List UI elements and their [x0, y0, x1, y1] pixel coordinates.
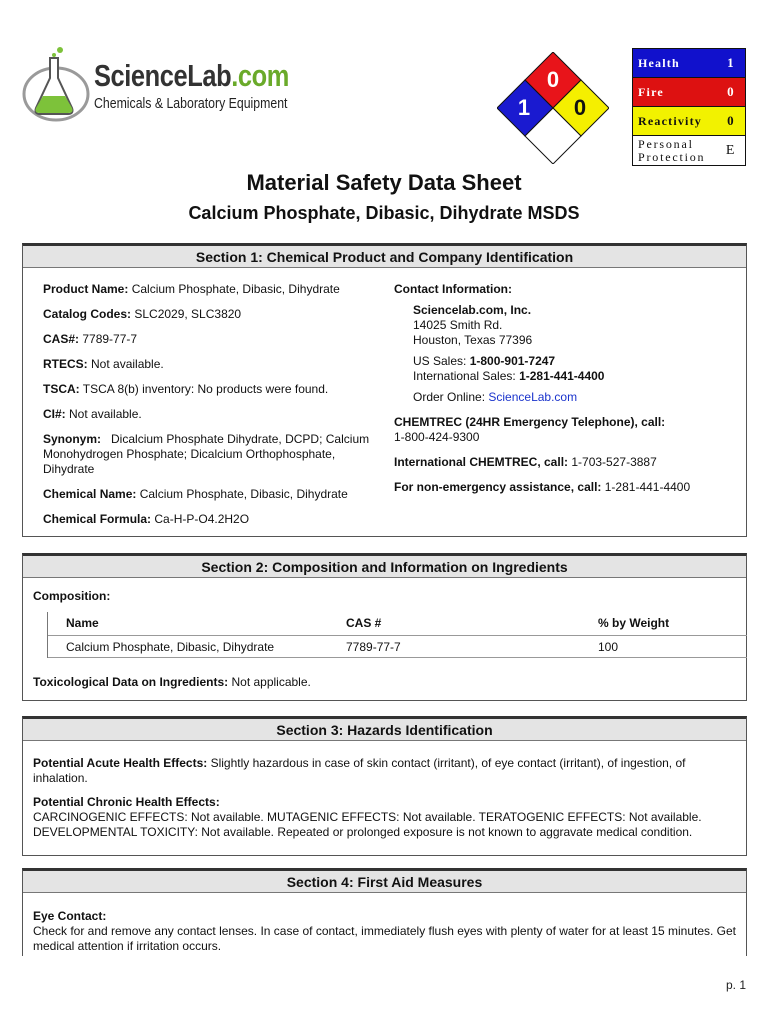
catalog-codes: Catalog Codes: SLC2029, SLC3820	[43, 307, 242, 321]
nfpa-health-value: 1	[517, 95, 531, 120]
chemical-name: Chemical Name: Calcium Phosphate, Dibasic, Dihydrate	[43, 487, 348, 501]
composition-table	[47, 612, 747, 658]
page-number: p. 1	[725, 978, 746, 992]
intl-chemtrec: International CHEMTREC, call: 1-703-527-3887	[394, 455, 657, 469]
nfpa-reactivity-value: 0	[573, 95, 587, 120]
hmis-health-row: Health 1	[633, 49, 745, 78]
sciencelab-link[interactable]: ScienceLab.com	[488, 390, 578, 404]
hmis-protection-row: Personal Protection E	[633, 136, 745, 165]
document-subtitle: Calcium Phosphate, Dibasic, Dihydrate MSDS	[188, 203, 580, 223]
section-2	[22, 553, 747, 701]
rtecs: RTECS: Not available.	[43, 357, 164, 371]
acute-health-effects: Potential Acute Health Effects: Slightly hazardous in case of skin contact (irritant), of eye contact (irritant), of ingestion, of inhalation.	[33, 756, 686, 785]
nfpa-flammability-value: 0	[546, 67, 560, 92]
product-name: Product Name: Calcium Phosphate, Dibasic, Dihydrate	[43, 282, 340, 296]
hmis-reactivity-value: 0	[727, 113, 735, 128]
hmis-reactivity-row: Reactivity 0	[633, 107, 745, 136]
chronic-health-effects: Potential Chronic Health Effects: CARCINOGENIC EFFECTS: Not available. MUTAGENIC EFFECTS: Not available. TERATOGENIC EFFECTS: Not available. DEVELOPMENTAL TOXICITY: Not available. Repeated or prolonged exposure is not known to aggravate medical condition.	[33, 795, 702, 839]
composition-label: Composition:	[33, 589, 111, 603]
section-2-heading: Section 2: Composition and Information on Ingredients	[23, 556, 746, 578]
hmis-fire-row: Fire 0	[633, 78, 745, 107]
us-sales: US Sales: 1-800-901-7247	[413, 354, 556, 368]
table-header	[48, 612, 747, 635]
section-3-heading: Section 3: Hazards Identification	[23, 719, 746, 741]
synonym: Synonym: Dicalcium Phosphate Dihydrate, DCPD; Calcium Monohydrogen Phosphate; Dicalcium Orthophosphate, Dihydrate	[43, 432, 373, 476]
section-4	[22, 868, 747, 956]
section-1	[22, 243, 747, 537]
document-title: Material Safety Data Sheet	[246, 170, 522, 195]
column-header-name: Name	[66, 616, 99, 630]
address-line-1: 14025 Smith Rd.	[413, 318, 503, 332]
hmis-health-value: 1	[727, 55, 735, 70]
logo-tagline: Chemicals & Laboratory Equipment	[94, 95, 288, 112]
section-1-heading: Section 1: Chemical Product and Company Identification	[23, 246, 746, 268]
column-header-weight: % by Weight	[598, 616, 670, 630]
product-identification	[43, 282, 373, 537]
logo-wordmark: ScienceLab.com	[94, 58, 289, 93]
chemtrec: CHEMTREC (24HR Emergency Telephone), call: 1-800-424-9300	[394, 415, 666, 444]
hmis-fire-value: 0	[727, 84, 735, 99]
contact-label: Contact Information:	[394, 282, 512, 296]
section-4-heading: Section 4: First Aid Measures	[23, 871, 746, 893]
table-row: Calcium Phosphate, Dibasic, Dihydrate 7789-77-7 100	[48, 635, 747, 658]
intl-sales: International Sales: 1-281-441-4400	[413, 369, 605, 383]
eye-contact: Eye Contact: Check for and remove any contact lenses. In case of contact, immediately flush eyes with plenty of water for at least 15 minutes. Get medical attention if irritation occurs.	[33, 909, 737, 953]
cas-number: CAS#: 7789-77-7	[43, 332, 138, 346]
flask-icon	[22, 46, 92, 126]
toxicological-data: Toxicological Data on Ingredients: Not applicable.	[33, 675, 311, 689]
contact-information	[394, 282, 739, 505]
hmis-protection-value: E	[725, 143, 737, 158]
address-line-2: Houston, Texas 77396	[413, 333, 533, 347]
order-online: Order Online: ScienceLab.com	[413, 390, 578, 404]
section-3	[22, 716, 747, 856]
sciencelab-logo	[22, 46, 322, 126]
nfpa-diamond	[497, 52, 609, 164]
tsca: TSCA: TSCA 8(b) inventory: No products were found.	[43, 382, 329, 396]
chemical-formula: Chemical Formula: Ca-H-P-O4.2H2O	[43, 512, 250, 526]
company-name: Sciencelab.com, Inc.	[413, 303, 532, 317]
column-header-cas: CAS #	[346, 616, 382, 630]
hmis-label	[632, 48, 746, 166]
non-emergency: For non-emergency assistance, call: 1-281-441-4400	[394, 480, 691, 494]
ci-number: CI#: Not available.	[43, 407, 142, 421]
